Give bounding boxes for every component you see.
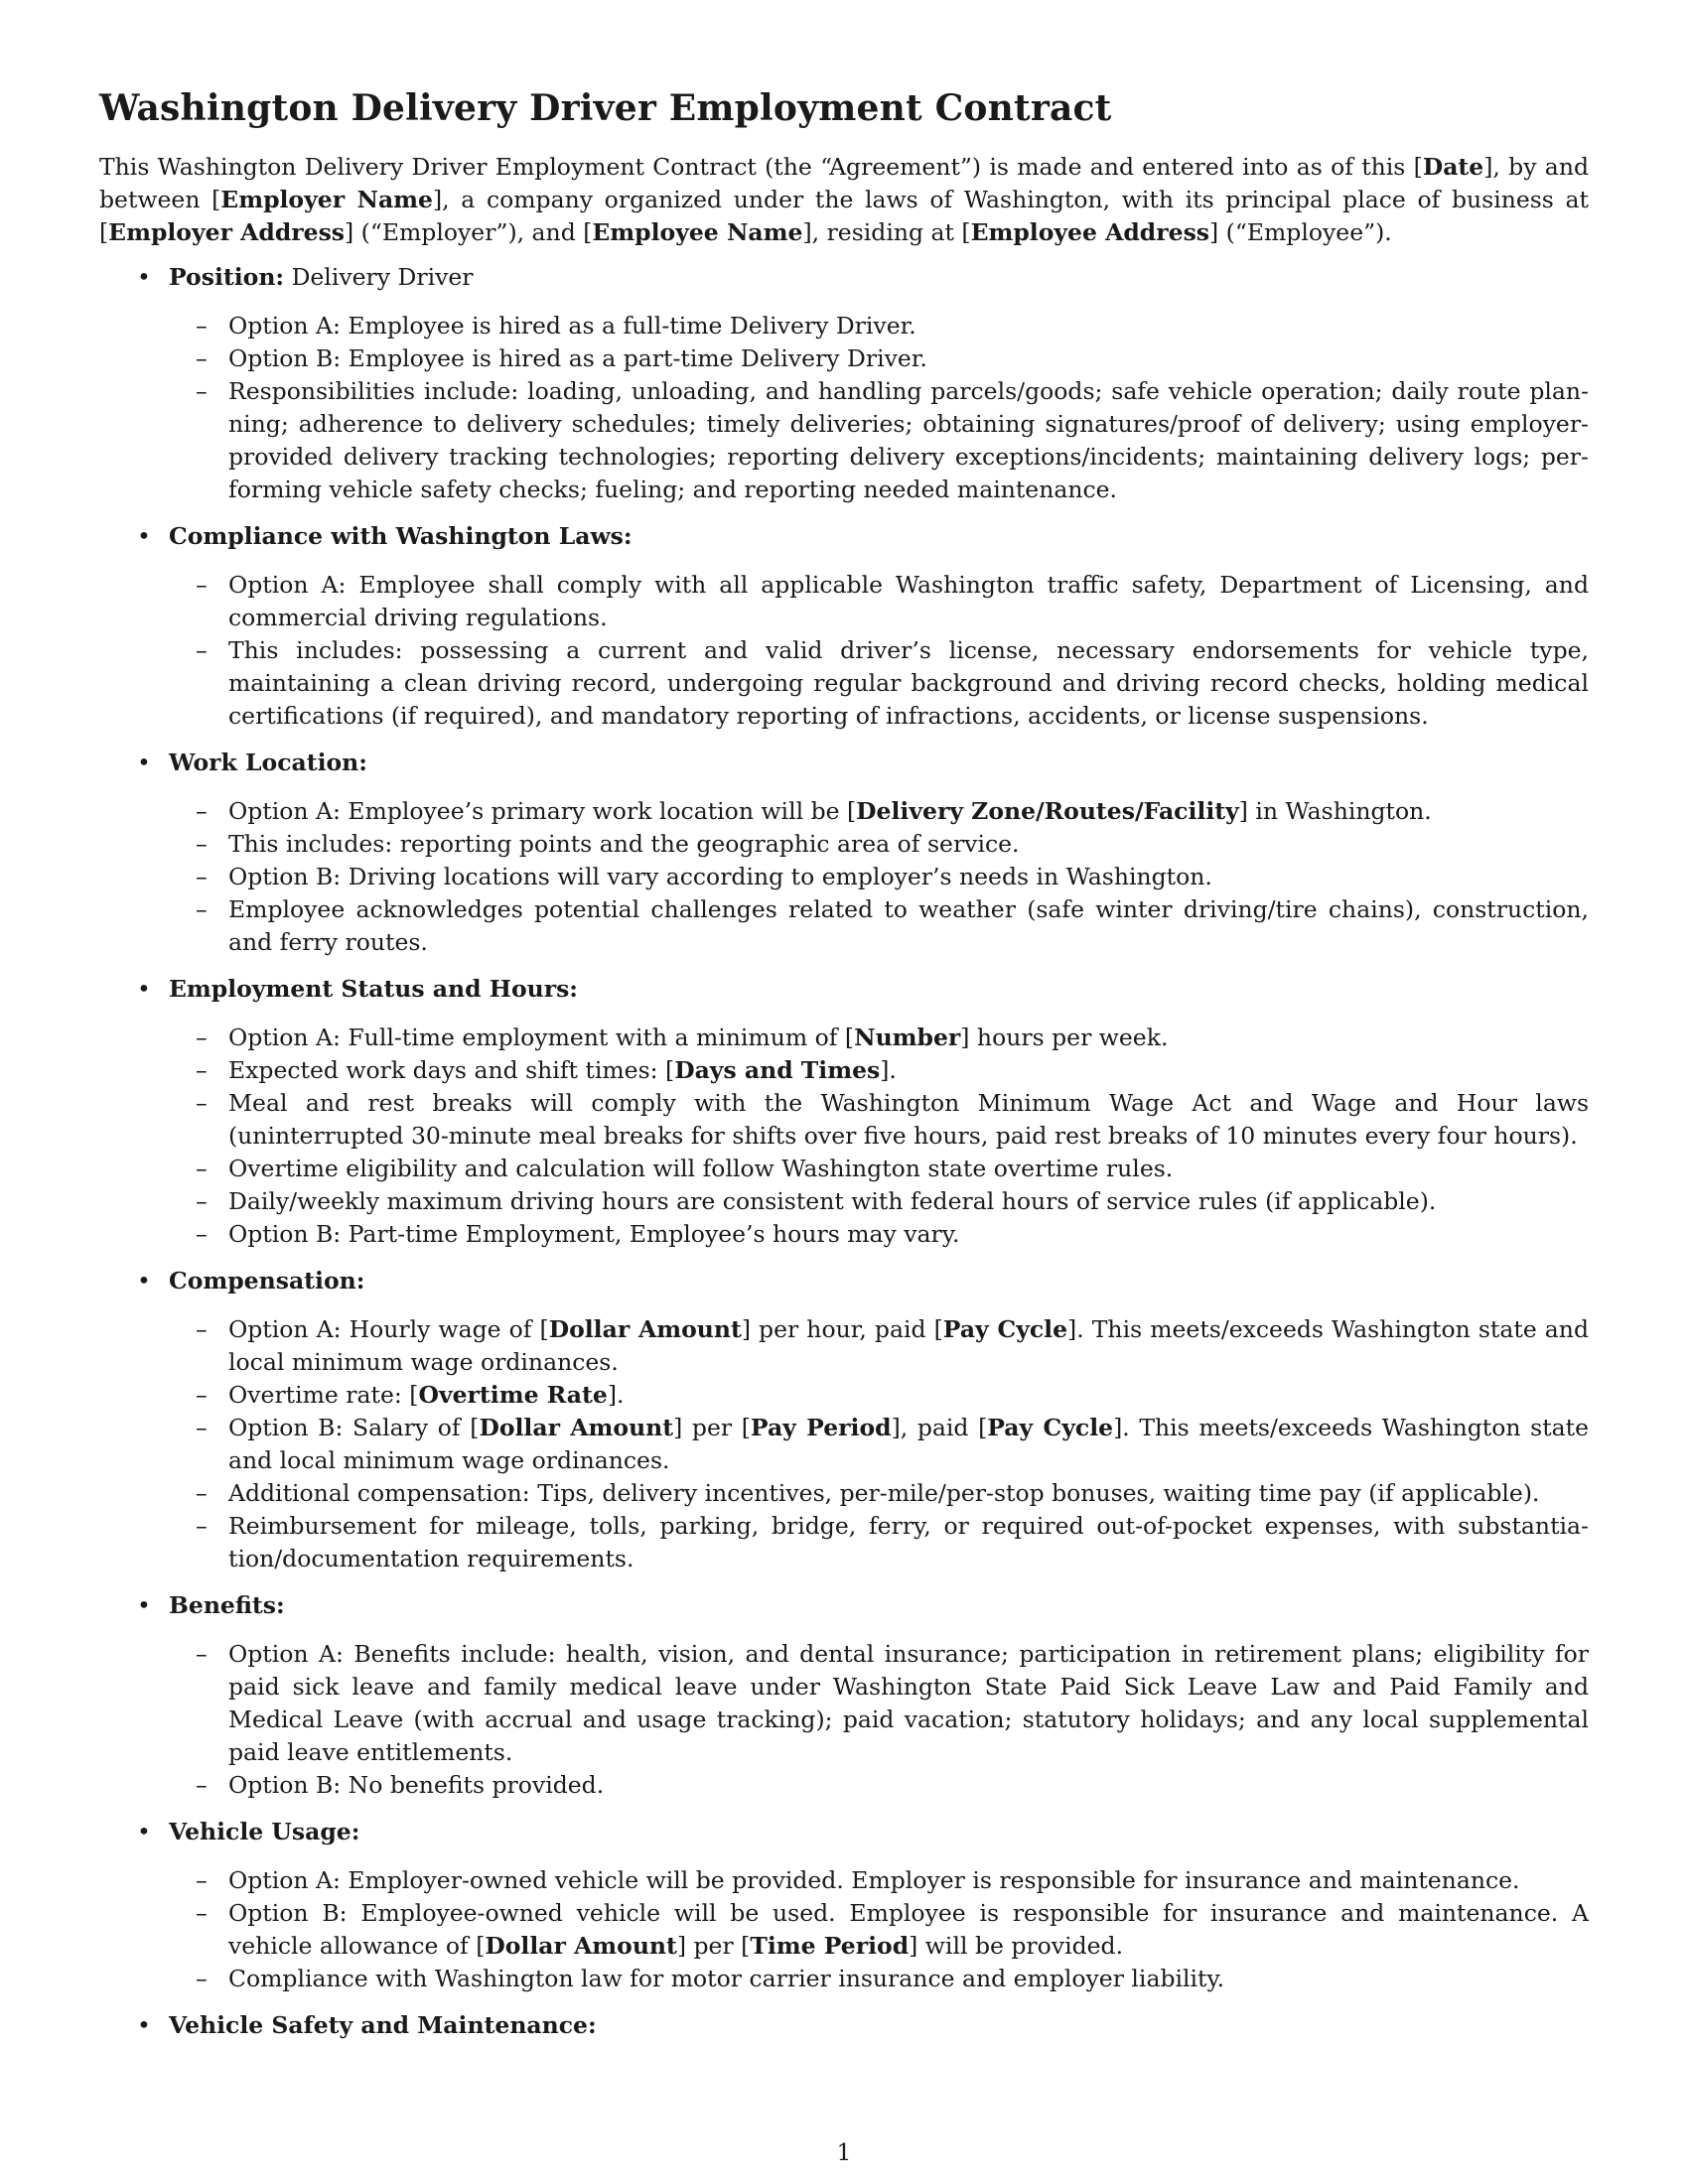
section-heading: [169, 1589, 1589, 1622]
text-run: Option A: Benefits include: health, vision, and dental insurance; participation in retirement plans; eligibility for paid sick leave and family medical leave under Washington State Paid Sick Leave Law and Paid Family and Medical Leave (with accrual and usage tracking); paid vacation; statutory holidays; and any local supplemental paid leave entitlements.: [228, 1640, 1589, 1766]
section-item: [99, 1816, 1589, 1995]
dash-icon: –: [196, 1187, 208, 1215]
sub-item: [169, 1769, 1589, 1802]
text-run: Option B: Salary of [: [228, 1414, 480, 1441]
sub-item: [169, 1412, 1589, 1477]
text-run: ] per [: [673, 1414, 751, 1441]
sub-item-list: [169, 310, 1589, 506]
text-run: This includes: reporting points and the geographic area of service.: [228, 830, 1020, 858]
dash-icon: –: [196, 1220, 208, 1248]
sub-item: [169, 795, 1589, 828]
text-run: ], by and between [: [99, 153, 1589, 213]
bullet-icon: •: [137, 1818, 151, 1845]
text-run: ]. This meets/exceeds Washington state and local minimum wage ordinances.: [228, 1315, 1589, 1376]
dash-icon: –: [196, 797, 208, 825]
text-run: ] per [: [676, 1932, 751, 1960]
dash-icon: –: [196, 312, 208, 340]
sub-item: [169, 893, 1589, 959]
dash-icon: –: [196, 1155, 208, 1182]
dash-icon: –: [196, 1056, 208, 1084]
section-heading-label: Position:: [169, 263, 285, 291]
text-run: Reimbursement for mileage, tolls, parking, bridge, ferry, or required out-of-pocket expenses, with substantiation/documentation requirements.: [228, 1512, 1589, 1572]
section-heading-label: Compensation:: [169, 1267, 365, 1295]
sub-item: [169, 1638, 1589, 1769]
text-run: Overtime eligibility and calculation will follow Washington state overtime rules.: [228, 1155, 1174, 1182]
bullet-icon: •: [137, 1267, 151, 1295]
dash-icon: –: [196, 863, 208, 890]
sub-item-list: [169, 1638, 1589, 1802]
text-run: Option B: Driving locations will vary according to employer’s needs in Washington.: [228, 863, 1212, 890]
sub-item-list: [169, 1022, 1589, 1251]
intro-paragraph: [99, 151, 1589, 249]
text-run: ], a company organized under the laws of Washington, with its principal place of business at [: [99, 186, 1589, 246]
placeholder-field: Employee Address: [970, 218, 1210, 246]
sub-item: [169, 1379, 1589, 1412]
section-heading-label: Work Location:: [169, 749, 367, 776]
sub-item: [169, 1022, 1589, 1054]
sub-item-list: [169, 1313, 1589, 1575]
text-run: Compliance with Washington law for motor carrier insurance and employer liability.: [228, 1965, 1225, 1992]
section-item: [99, 1265, 1589, 1575]
text-run: ].: [607, 1381, 625, 1409]
sub-item-list: [169, 569, 1589, 733]
placeholder-field: Employee Name: [592, 218, 803, 246]
sub-item: [169, 1963, 1589, 1995]
text-run: ].: [880, 1056, 897, 1084]
section-heading-label: Compliance with Washington Laws:: [169, 522, 633, 550]
sub-item: [169, 634, 1589, 733]
dash-icon: –: [196, 895, 208, 923]
placeholder-field: Dollar Amount: [485, 1932, 677, 1960]
text-run: ], residing at [: [802, 218, 971, 246]
section-heading-label: Vehicle Safety and Maintenance:: [169, 2011, 597, 2039]
text-run: Option A: Employer-owned vehicle will be provided. Employer is responsible for insurance and maintenance.: [228, 1866, 1520, 1894]
sub-item: [169, 1218, 1589, 1251]
sub-item: [169, 1897, 1589, 1963]
text-run: Expected work days and shift times: [: [228, 1056, 675, 1084]
text-run: Meal and rest breaks will comply with the Washington Minimum Wage Act and Wage and Hour laws (uninterrupted 30-minute meal breaks for shifts over five hours, paid rest breaks of 10 minutes every four hours).: [228, 1089, 1589, 1150]
section-heading: [169, 520, 1589, 553]
placeholder-field: Pay Cycle: [987, 1414, 1114, 1441]
sub-item: [169, 1087, 1589, 1153]
section-heading: [169, 1816, 1589, 1848]
sub-item: [169, 1054, 1589, 1087]
section-heading: [169, 973, 1589, 1006]
section-heading-label: Vehicle Usage:: [169, 1818, 360, 1845]
section-item: [99, 973, 1589, 1251]
section-item: [99, 1589, 1589, 1802]
sub-item: [169, 1153, 1589, 1185]
placeholder-field: Time Period: [750, 1932, 910, 1960]
dash-icon: –: [196, 571, 208, 599]
sub-item: [169, 1185, 1589, 1218]
section-item: [99, 520, 1589, 733]
dash-icon: –: [196, 830, 208, 858]
dash-icon: –: [196, 1381, 208, 1409]
text-run: Option B: Employee-owned vehicle will be used. Employee is responsible for insurance and maintenance. A vehicle allowance of [: [228, 1899, 1589, 1960]
placeholder-field: Days and Times: [674, 1056, 881, 1084]
placeholder-field: Employer Name: [220, 186, 433, 213]
sub-item-list: [169, 795, 1589, 959]
text-run: Daily/weekly maximum driving hours are consistent with federal hours of service rules (if applicable).: [228, 1187, 1437, 1215]
text-run: ] (“Employee”).: [1209, 218, 1392, 246]
sub-item: [169, 342, 1589, 375]
text-run: Option A: Hourly wage of [: [228, 1315, 549, 1343]
text-run: Option A: Employee is hired as a full-time Delivery Driver.: [228, 312, 916, 340]
placeholder-field: Pay Period: [750, 1414, 892, 1441]
section-list: [99, 261, 1589, 2042]
section-item: [99, 261, 1589, 506]
text-run: ] will be provided.: [909, 1932, 1124, 1960]
dash-icon: –: [196, 636, 208, 664]
sub-item: [169, 1864, 1589, 1897]
dash-icon: –: [196, 1414, 208, 1441]
dash-icon: –: [196, 1024, 208, 1051]
text-run: Responsibilities include: loading, unloading, and handling parcels/goods; safe vehicle operation; daily route planning; adherence to delivery schedules; timely deliveries; obtaining signatures/proof of delivery; using employer-provided delivery tracking technologies; reporting delivery exceptions/incidents; maintaining delivery logs; performing vehicle safety checks; fueling; and reporting needed maintenance.: [228, 377, 1589, 503]
placeholder-field: Employer Address: [108, 218, 346, 246]
text-run: Option B: Part-time Employment, Employee’s hours may vary.: [228, 1220, 960, 1248]
bullet-icon: •: [137, 975, 151, 1003]
section-heading-label: Employment Status and Hours:: [169, 975, 578, 1003]
sub-item: [169, 1313, 1589, 1379]
placeholder-field: Delivery Zone/Routes/Facility: [856, 797, 1239, 825]
sub-item: [169, 569, 1589, 634]
section-heading: [169, 1265, 1589, 1297]
bullet-icon: •: [137, 263, 151, 291]
section-item: [99, 747, 1589, 959]
text-run: Option B: No benefits provided.: [228, 1771, 605, 1799]
dash-icon: –: [196, 1479, 208, 1507]
sub-item-list: [169, 1864, 1589, 1995]
bullet-icon: •: [137, 1591, 151, 1619]
page-number: 1: [836, 2138, 852, 2166]
dash-icon: –: [196, 1866, 208, 1894]
document-page: [99, 87, 1589, 2058]
dash-icon: –: [196, 1640, 208, 1668]
section-heading-label: Benefits:: [169, 1591, 285, 1619]
dash-icon: –: [196, 1771, 208, 1799]
sub-item: [169, 861, 1589, 893]
text-run: ] hours per week.: [960, 1024, 1169, 1051]
placeholder-field: Dollar Amount: [479, 1414, 674, 1441]
section-heading: [169, 261, 1589, 294]
placeholder-field: Overtime Rate: [418, 1381, 608, 1409]
text-run: Option A: Full-time employment with a minimum of [: [228, 1024, 855, 1051]
text-run: ], paid [: [891, 1414, 988, 1441]
dash-icon: –: [196, 1089, 208, 1117]
text-run: ] in Washington.: [1238, 797, 1432, 825]
text-run: Overtime rate: [: [228, 1381, 419, 1409]
section-heading: [169, 747, 1589, 779]
dash-icon: –: [196, 1965, 208, 1992]
dash-icon: –: [196, 1899, 208, 1927]
text-run: Option B: Employee is hired as a part-time Delivery Driver.: [228, 344, 927, 372]
section-heading-value: Delivery Driver: [284, 263, 474, 291]
sub-item: [169, 375, 1589, 506]
bullet-icon: •: [137, 749, 151, 776]
placeholder-field: Pay Cycle: [942, 1315, 1068, 1343]
text-run: This Washington Delivery Driver Employment Contract (the “Agreement”) is made and entered into as of this [: [99, 153, 1423, 181]
placeholder-field: Dollar Amount: [548, 1315, 742, 1343]
text-run: Option A: Employee’s primary work location will be [: [228, 797, 857, 825]
text-run: Employee acknowledges potential challenges related to weather (safe winter driving/tire chains), construction, and ferry routes.: [228, 895, 1589, 956]
bullet-icon: •: [137, 2011, 151, 2039]
text-run: ]. This meets/exceeds Washington state and local minimum wage ordinances.: [228, 1414, 1589, 1474]
placeholder-field: Date: [1422, 153, 1484, 181]
sub-item: [169, 1510, 1589, 1575]
section-item: [99, 2009, 1589, 2042]
dash-icon: –: [196, 344, 208, 372]
text-run: Additional compensation: Tips, delivery incentives, per-mile/per-stop bonuses, waiting time pay (if applicable).: [228, 1479, 1540, 1507]
text-run: This includes: possessing a current and valid driver’s license, necessary endorsements for vehicle type, maintaining a clean driving record, undergoing regular background and driving record checks, holding medical certifications (if required), and mandatory reporting of infractions, accidents, or license suspensions.: [228, 636, 1589, 730]
placeholder-field: Number: [854, 1024, 961, 1051]
bullet-icon: •: [137, 522, 151, 550]
dash-icon: –: [196, 377, 208, 405]
section-heading: [169, 2009, 1589, 2042]
sub-item: [169, 1477, 1589, 1510]
sub-item: [169, 310, 1589, 342]
text-run: ] per hour, paid [: [741, 1315, 943, 1343]
dash-icon: –: [196, 1315, 208, 1343]
document-title: Washington Delivery Driver Employment Contract: [99, 87, 1112, 129]
sub-item: [169, 828, 1589, 861]
text-run: ] (“Employer”), and [: [345, 218, 593, 246]
text-run: Option A: Employee shall comply with all applicable Washington traffic safety, Department of Licensing, and commercial driving regulations.: [228, 571, 1589, 631]
dash-icon: –: [196, 1512, 208, 1540]
